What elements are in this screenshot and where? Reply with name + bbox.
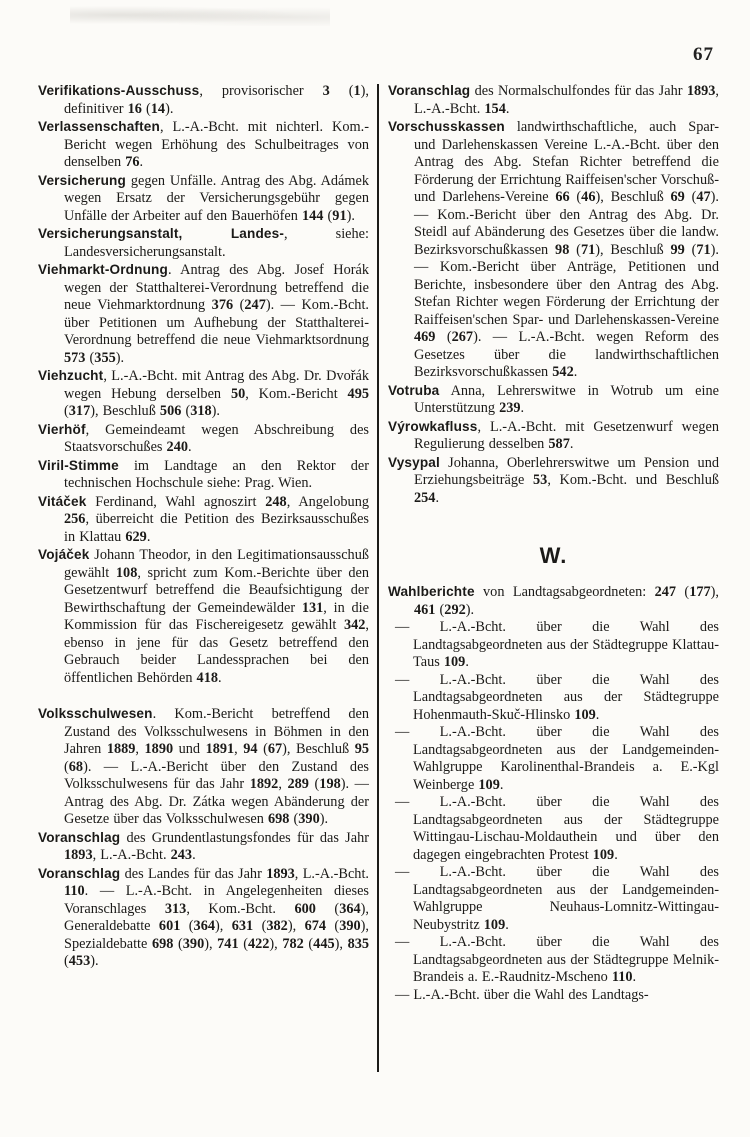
index-headword: Vysypal [388,454,440,470]
index-headword: Verlassenschaften [38,119,160,134]
index-entry [388,583,719,619]
index-column-right [388,82,719,1004]
index-headword: Viril-Stimme [38,457,119,473]
index-entry [38,865,369,971]
index-headword: Voranschlag [38,829,121,845]
index-entry [388,418,719,454]
column-divider [377,84,379,1072]
index-entry [388,672,719,725]
index-entry [38,82,369,118]
index-entry-text: — L.-A.-Bcht. über die Wahl des Landtagsabgeordneten aus der Landgemeinden-Wahlgruppe Neuhaus-Lomnitz-Wittingau-Neubystritz 109. [395,864,719,933]
index-entry [38,225,369,261]
index-entry-text: , L.-A.-Bcht. mit Antrag des Abg. Dr. Dvořák wegen Hebung derselben 50, Kom.-Bericht 495 (317), Beschluß 506 (318). [64,368,369,419]
index-entry [388,934,719,987]
index-entry [388,619,719,672]
index-entry [38,829,369,865]
index-entry-text: — L.-A.-Bcht. über die Wahl des Landtagsabgeordneten aus der Landgemeinden-Wahlgruppe Karolinenthal-Brandeis a. E.-Kgl Weinberge 109. [395,724,719,793]
index-entry-text: , siehe: Landesversicherungsanstalt. [64,226,369,260]
index-headword: Wahlberichte [388,584,475,599]
index-headword: Voranschlag [388,83,471,98]
index-entry [38,493,369,547]
index-entry-text: des Landes für das Jahr 1893, L.-A.-Bcht. 110. — L.-A.-Bcht. in Angelegenheiten dieses Voranschlages 313, Kom.-Bcht. 600 (364), Generaldebatte 601 (364), 631 (382), 674 (390), Spezialdebatte 698 (390), 741 (422), 782 (445), 835 (453). [64,865,370,969]
index-entry-text: gegen Unfälle. Antrag des Abg. Adámek wegen Ersatz der Versicherungsgebühr gegen Unfälle der Arbeiter auf den Bauerhöfen 144 (91). [64,172,369,224]
page-number: 67 [693,44,714,65]
index-entries-w [388,583,719,1004]
index-entry [388,864,719,934]
index-entry-text: von Landtagsabgeordneten: 247 (177), 461 (292). [414,584,719,618]
scan-smudge [70,4,330,26]
index-headword: Vitáček [38,493,87,509]
index-entry-text: , L.-A.-Bcht. mit nichterl. Kom.-Bericht wegen Erhöhung des Schulbeitrages von denselben 76. [64,119,369,170]
index-entry-text: — L.-A.-Bcht. über die Wahl des Landtagsabgeordneten aus der Städtegruppe Melnik-Brandeis a. E.-Raudnitz-Mscheno 110. [395,934,719,985]
index-entry-text: Johann Theodor, in den Legitimationsausschuß gewählt 108, spricht zum Kom.-Berichte über den Gesetzentwurf betreffend die Beaufsichtigung der Bewirthschaftung der Gemeindewälder 131, in die Kommission für das Fischereigesetz gewählt 342, ebenso in jene für das Gesetz betreffend den Gebrauch beider Landessprachen bei den öffentlichen Behörden 418. [64,547,369,686]
index-entry [38,172,369,226]
index-entry [38,261,369,367]
index-entry [388,382,719,418]
index-entry-text: Johanna, Oberlehrerswitwe um Pension und Erziehungsbeiträge 53, Kom.-Bcht. und Beschluß 254. [414,454,719,506]
index-headword: Verifikations-Ausschuss [38,83,200,98]
index-headword: Vierhöf [38,421,86,437]
index-entry-text: — L.-A.-Bcht. über die Wahl des Landtagsabgeordneten aus der Städtegruppe Hohenmauth-Skuč-Hlinsko 109. [395,671,719,723]
index-entry-text: , provisorischer 3 (1), definitiver 16 (14). [64,83,369,117]
index-entry [388,987,719,1005]
index-entry-text: landwirthschaftliche, auch Spar- und Darlehenskassen Vereine L.-A.-Bcht. über den Antrag des Abg. Stefan Richter betreffend die Förderung der Errichtung Raiffeisen'scher Vorschuß- und Darlehens-Vereine 66 (46), Beschluß 69 (47). — Kom.-Bericht über den Antrag des Abg. Dr. Steidl auf Abänderung des Gesetzes über die landw. Bezirksvorschußkassen 98 (71), Beschluß 99 (71). — Kom.-Bericht über Anträge, Petitionen und Berichte, insbesondere über den Antrag des Abg. Stefan Richter wegen Förderung der Errichtung der Raiffeisen'schen Spar- und Darlehenskassen-Vereine 469 (267). — L.-A.-Bcht. wegen Reform des Gesetzes über die landwirthschaftlichen Bezirksvorschußkassen 542. [414,119,720,380]
index-entry-text: — L.-A.-Bcht. über die Wahl des Landtagsabgeordneten aus der Städtegruppe Wittingau-Lischau-Moldauthein und über den dagegen eingebrachten Protest 109. [395,794,719,863]
index-entry-text: — L.-A.-Bcht. über die Wahl des Landtagsabgeordneten aus der Städtegruppe Klattau-Taus 109. [395,619,719,670]
index-entry [38,546,369,687]
index-headword: Výrowkafluss [388,418,478,434]
index-entry [38,118,369,172]
index-entry [38,367,369,421]
index-column-left [38,82,369,971]
index-entry-text: . Antrag des Abg. Josef Horák wegen der Statthalterei-Verordnung betreffend die neue Viehmarktordnung 376 (247). — Kom.-Bcht. über Petitionen um Aufhebung der Statthalterei-Verordnung betreffend die neue Viehmarktsordnung 573 (355). [64,262,369,366]
index-entry [388,82,719,118]
index-entry [388,454,719,508]
index-entry [38,457,369,493]
index-headword: Versicherungsanstalt, Landes- [38,226,285,241]
index-entry-text: Ferdinand, Wahl agnoszirt 248, Angelobung 256, überreicht die Petition des Bezirksausschußes in Klattau 629. [64,493,369,545]
index-headword: Votruba [388,382,440,398]
index-entry [388,794,719,864]
index-entry-text: , L.-A.-Bcht. mit Gesetzenwurf wegen Regulierung desselben 587. [414,418,719,452]
index-headword: Versicherung [38,172,126,188]
index-entry-text: im Landtage an den Rektor der technischen Hochschule siehe: Prag. Wien. [64,457,369,491]
index-entry-text: . Kom.-Bericht betreffend den Zustand des Volksschulwesens in Böhmen in den Jahren 1889, 1890 und 1891, 94 (67), Beschluß 95 (68). — L.-A.-Bericht über den Zustand des Volksschulwesens für das Jahr 1892, 289 (198). — Antrag des Abg. Dr. Zátka wegen Abänderung der Gesetze über das Volksschulwesen 698 (390). [64,706,370,827]
index-headword: Viehmarkt-Ordnung [38,262,168,277]
index-entry [388,724,719,794]
index-entry [388,118,719,382]
index-entry-text: , Gemeindeamt wegen Abschreibung des Staatsvorschußes 240. [64,421,369,455]
index-headword: Volksschulwesen [38,706,153,721]
index-entry-text: Anna, Lehrerswitwe in Wotrub um eine Unterstützung 239. [414,382,719,416]
index-headword: Viehzucht [38,368,104,383]
index-entry [38,705,369,829]
section-heading-w: W. [539,543,568,568]
index-headword: Voranschlag [38,865,121,881]
index-entry-text: — L.-A.-Bcht. über die Wahl des Landtags- [395,986,649,1003]
index-entry-text: des Normalschulfondes für das Jahr 1893, L.-A.-Bcht. 154. [414,83,719,117]
index-entry-text: des Grundentlastungsfondes für das Jahr 1893, L.-A.-Bcht. 243. [64,829,369,863]
index-headword: Vorschusskassen [388,119,505,134]
index-headword: Vojáček [38,547,90,562]
index-entries-v [388,82,719,507]
index-entry [38,421,369,457]
